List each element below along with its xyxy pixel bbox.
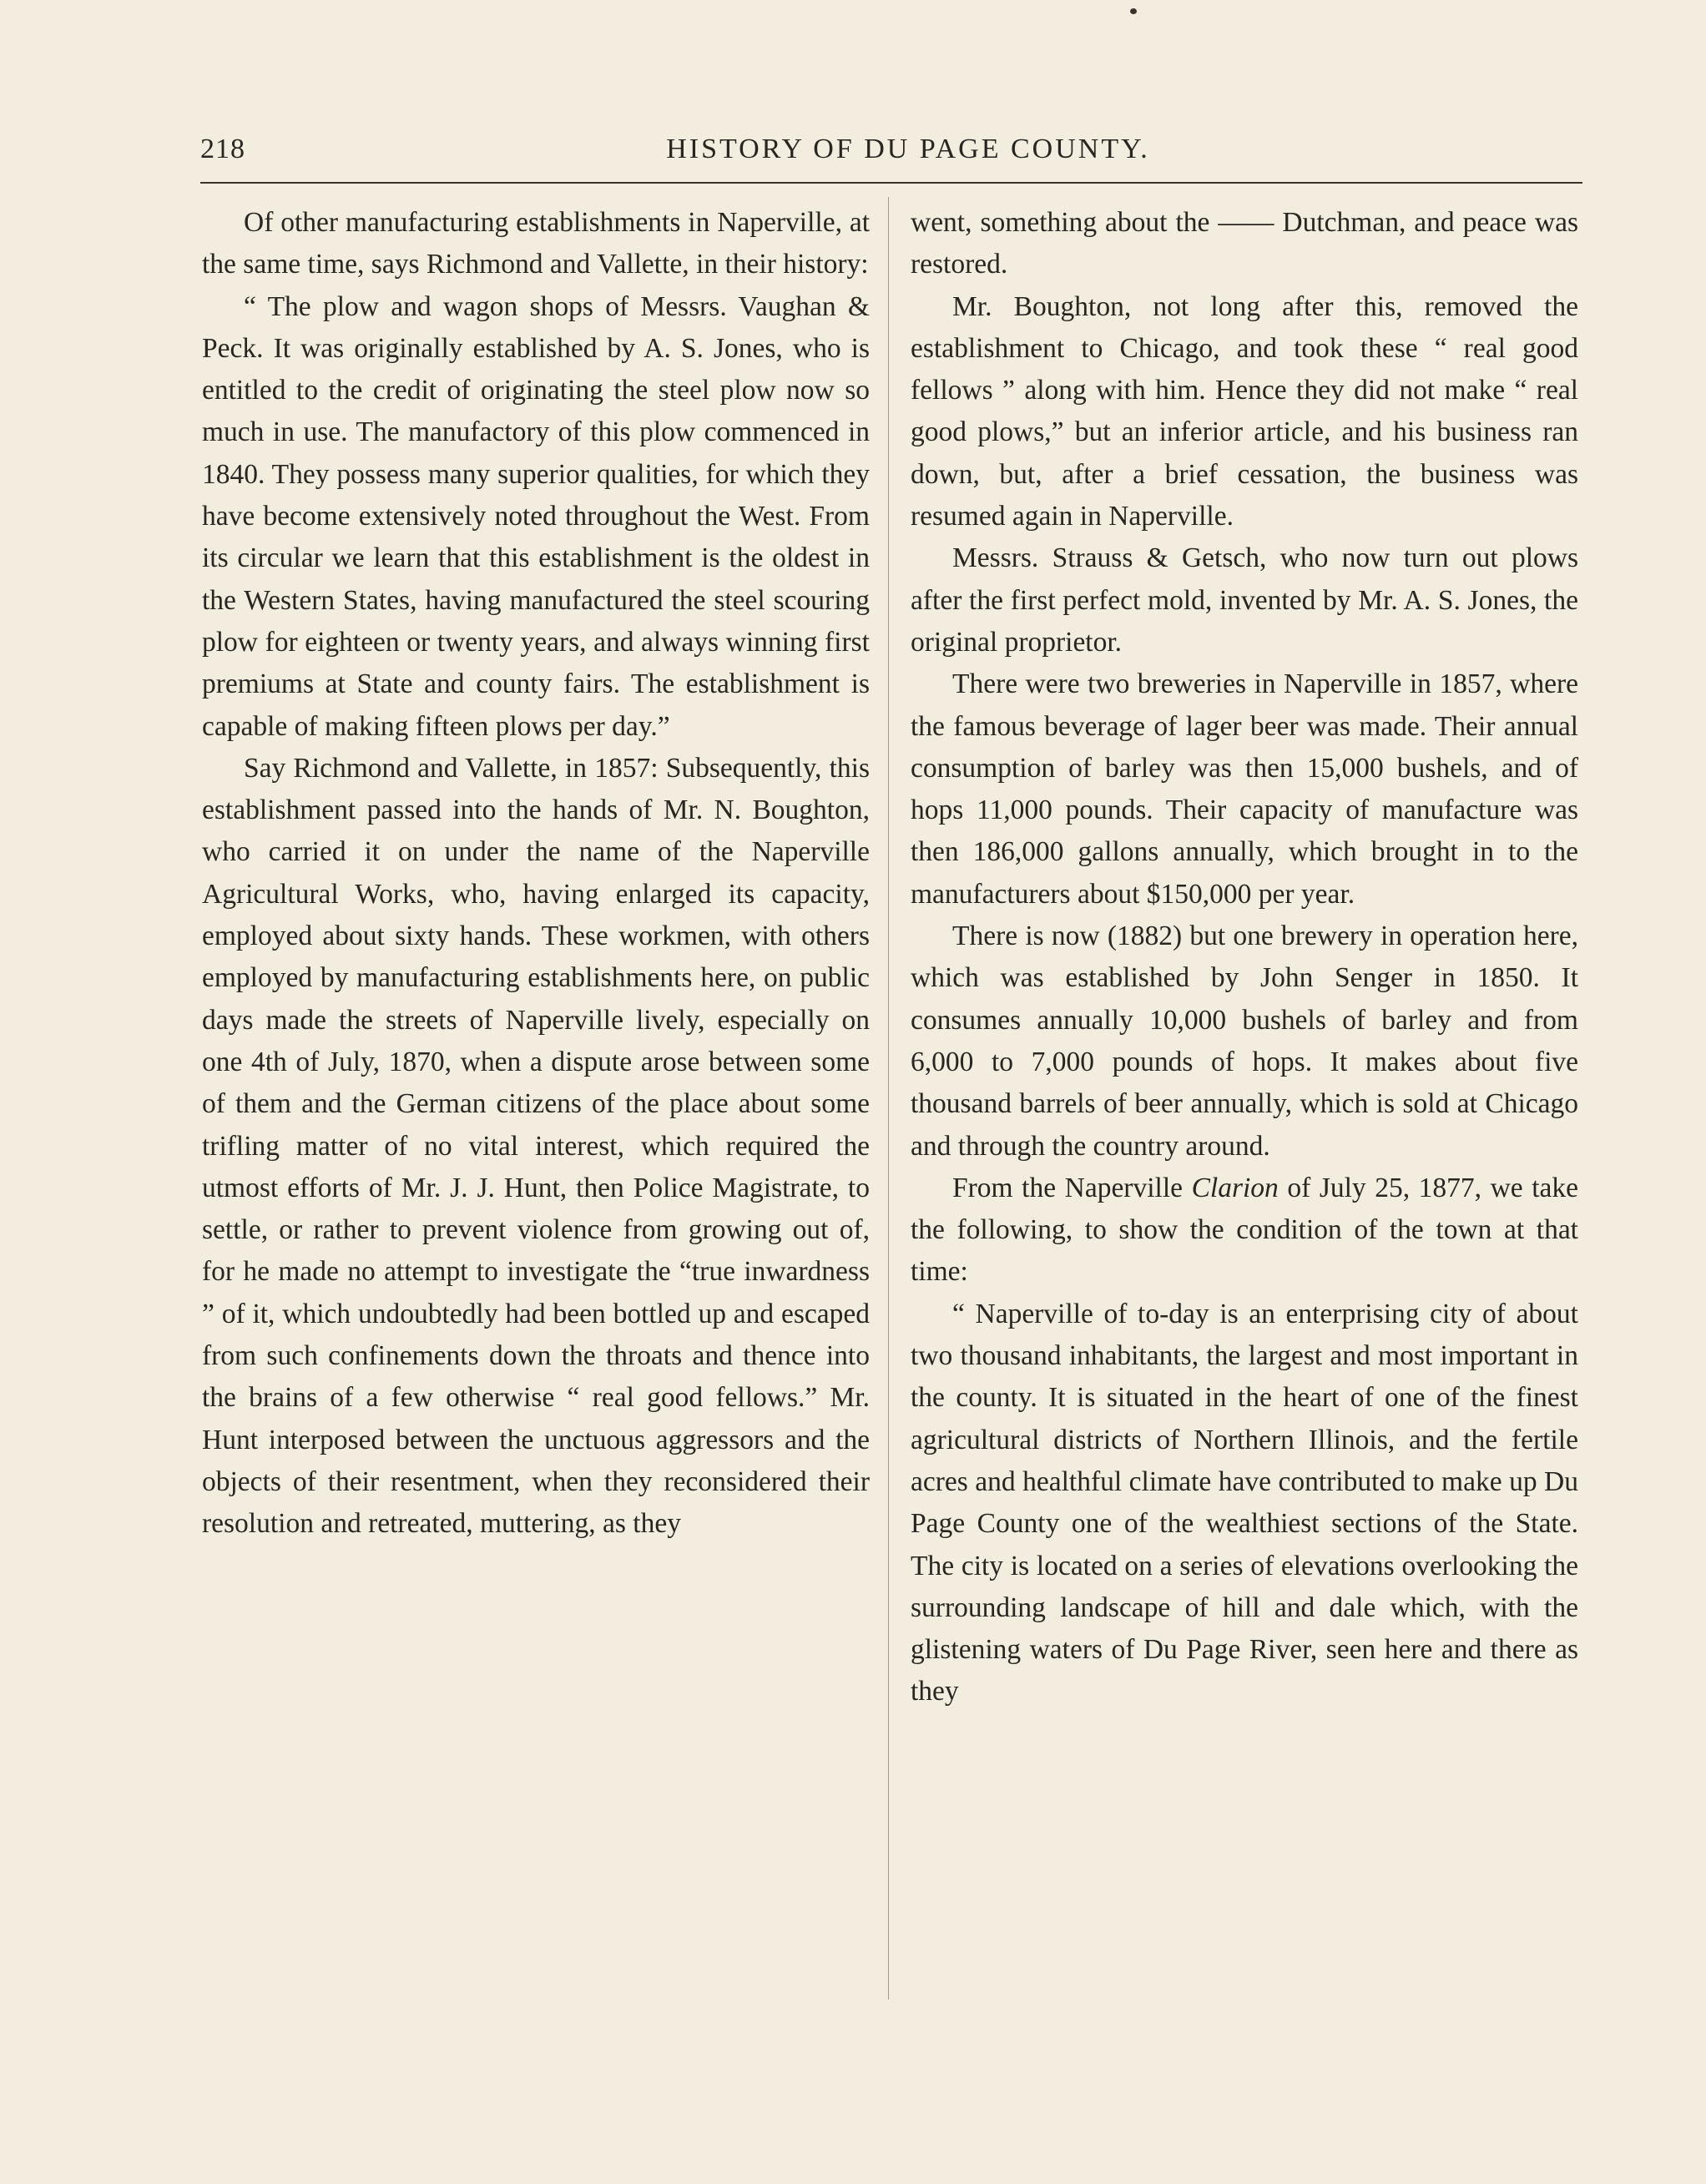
page-header	[200, 134, 1582, 174]
paragraph: Of other manufacturing establishments in Naperville, at the same time, says Richmond and Vallette, in their history:	[202, 207, 870, 280]
paragraph: There were two breweries in Naperville in 1857, where the famous beverage of lager beer was made. Their annual consumption of barley was then 15,000 bushels, and of hops 11,000 pounds. Their capacity of manufacture was then 186,000 gallons annually, which brought in to the manufacturers about $150,000 per year.	[911, 668, 1578, 910]
text-run: of July 25, 1877, we take the following, to show the condition of the town at that time:	[911, 1172, 1578, 1288]
paragraph: “ The plow and wagon shops of Messrs. Vaughan & Peck. It was originally established by A. S. Jones, who is entitled to the credit of originating the steel plow now so much in use. The manufactory of this plow commenced in 1840. They possess many superior qualities, for which they have become extensively noted throughout the West. From its circular we learn that this establishment is the oldest in the Western States, having manufactured the steel scouring plow for eighteen or twenty years, and always winning first premiums at State and county fairs. The establishment is capable of making fifteen plows per day.”	[202, 290, 870, 742]
continued-paragraph: went, something about the —— Dutchman, and peace was restored.	[911, 207, 1578, 280]
page-number: 218	[200, 134, 245, 164]
paragraph: Messrs. Strauss & Getsch, who now turn out plows after the first perfect mold, invented by Mr. A. S. Jones, the original proprietor.	[911, 542, 1578, 658]
paragraph-clarion	[911, 1168, 1578, 1294]
right-column	[911, 202, 1578, 1713]
header-rule	[200, 182, 1582, 184]
left-column	[202, 202, 870, 1546]
text-run: From the Naperville	[952, 1172, 1192, 1203]
paragraph: Mr. Boughton, not long after this, removed the establishment to Chicago, and took these “ real good fellows ” along with him. Hence they did not make “ real good plows,” but an inferior article, and his business ran down, but, after a brief cessation, the business was resumed again in Naperville.	[911, 290, 1578, 532]
print-speck	[1130, 8, 1137, 14]
paragraph: There is now (1882) but one brewery in operation here, which was established by John Senger in 1850. It consumes annually 10,000 bushels of barley and from 6,000 to 7,000 pounds of hops. It makes about five thousand barrels of beer annually, which is sold at Chicago and through the country around.	[911, 921, 1578, 1162]
newspaper-title: Clarion	[1191, 1172, 1279, 1203]
paragraph-quote: “ Naperville of to-day is an enterprising city of about two thousand inhabitants, the largest and most important in the county. It is situated in the heart of one of the finest agricultural districts of Northern Illinois, and the fertile acres and healthful climate have contributed to make up Du Page County one of the wealthiest sections of the State. The city is located on a series of elevations overlooking the surrounding landscape of hill and dale which, with the glistening waters of Du Page River, seen here and there as they	[911, 1298, 1578, 1707]
column-divider	[888, 197, 889, 2000]
running-title: HISTORY OF DU PAGE COUNTY.	[666, 134, 1150, 164]
paragraph: Say Richmond and Vallette, in 1857: Subsequently, this establishment passed into the hands of Mr. N. Boughton, who carried it on under the name of the Naperville Agricultural Works, who, having enlarged its capacity, employed about sixty hands. These workmen, with others employed by manufacturing establishments here, on public days made the streets of Naperville lively, especially on one 4th of July, 1870, when a dispute arose between some of them and the German citizens of the place about some trifling matter of no vital interest, which required the utmost efforts of Mr. J. J. Hunt, then Police Magistrate, to settle, or rather to prevent violence from growing out of, for he made no attempt to investigate the “true inwardness ” of it, which undoubtedly had been bottled up and escaped from such confinements down the throats and thence into the brains of a few otherwise “ real good fellows.” Mr. Hunt interposed between the unctuous aggressors and the objects of their resentment, when they reconsidered their resolution and retreated, muttering, as they	[202, 752, 870, 1540]
